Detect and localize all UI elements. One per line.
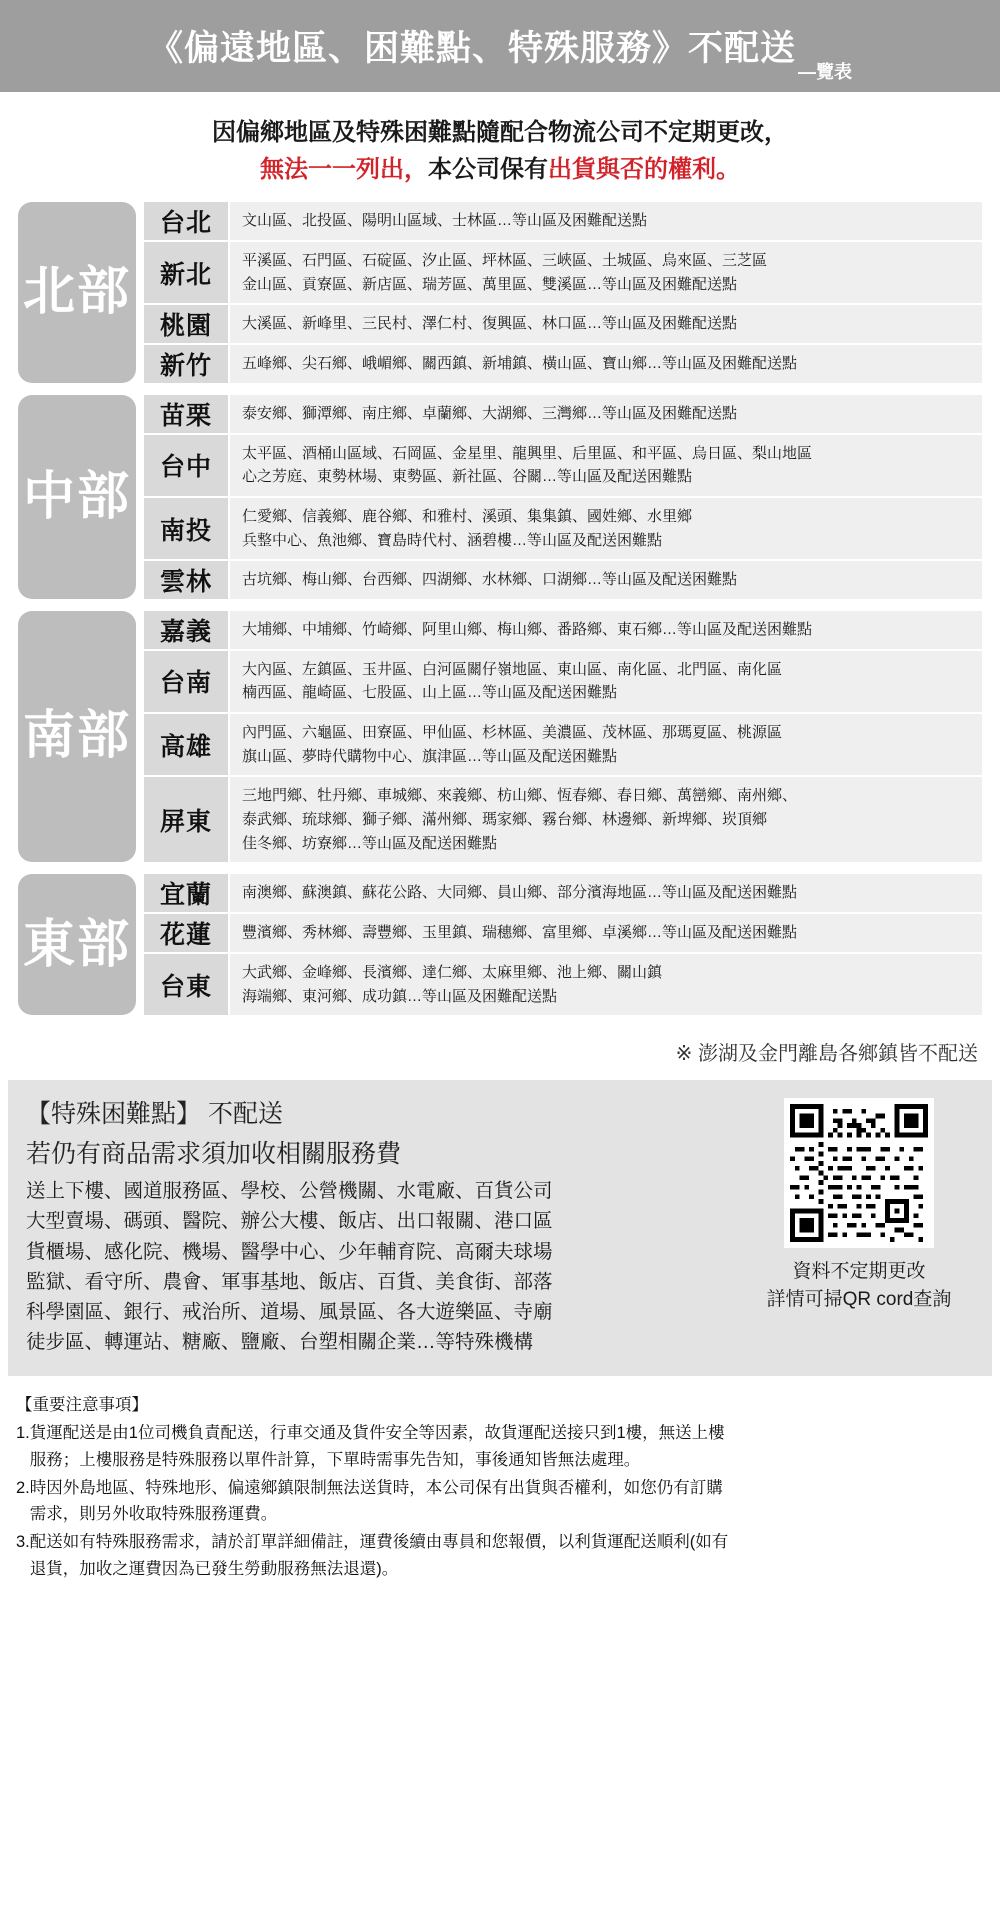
region-east-rows [144,874,982,1015]
list-item [16,1420,984,1473]
detail-newtaipei [230,242,982,303]
regions-table [0,202,1000,1015]
detail-yilan [230,874,982,912]
table-row [144,651,982,714]
table-row [144,914,982,954]
special-list-item: 徒步區、轉運站、糖廠、鹽廠、台塑相關企業…等特殊機構 [26,1331,534,1354]
notice-number: 2. [16,1478,30,1497]
detail-line: 海端鄉、東河鄉、成功鎮…等山區及困難配送點 [242,987,558,1005]
detail-line: 泰武鄉、琉球鄉、獅子鄉、滿州鄉、瑪家鄉、霧台鄉、林邊鄉、新埤鄉、崁頂鄉 [242,811,768,829]
notice-line: 服務；上樓服務是特殊服務以單件計算，下單時需事先告知，事後通知皆無法處理。 [29,1450,641,1469]
city-nantou: 南投 [144,498,230,559]
notice-text [30,1475,984,1528]
special-list [26,1176,744,1357]
special-title: 【特殊困難點】 不配送 [26,1100,283,1129]
city-yunlin: 雲林 [144,561,230,599]
city-yilan: 宜蘭 [144,874,230,912]
notice-line: 配送如有特殊服務需求，請於訂單詳細備註，運費後續由專員和您報價，以利貨運配送順利(如有 [29,1533,729,1552]
detail-line: 大內區、左鎮區、玉井區、白河區關仔嶺地區、東山區、南化區、北門區、南化區 [242,660,783,678]
notices-title: 【重要注意事項】 [16,1395,148,1414]
header-banner [0,0,1000,92]
table-row [144,561,982,599]
intro-line-2 [0,151,1000,188]
special-list-item: 貨櫃場、感化院、機場、醫學中心、少年輔育院、高爾夫球場 [26,1240,553,1263]
detail-line: 心之芳庭、東勢林場、東勢區、新社區、谷關…等山區及配送困難點 [242,468,693,486]
city-newtaipei: 新北 [144,242,230,303]
intro-highlight-1: 無法一一列出， [260,156,428,184]
city-chiayi: 嘉義 [144,611,230,649]
city-taitung: 台東 [144,954,230,1015]
region-label-north-c1: 北部 [22,263,131,322]
detail-line: 五峰鄉、尖石鄉、峨嵋鄉、關西鎮、新埔鎮、橫山區、寶山鄉…等山區及困難配送點 [242,355,798,373]
detail-tainan [230,651,982,712]
special-list-item: 送上下樓、國道服務區、學校、公營機關、水電廠、百貨公司 [26,1180,553,1203]
detail-line: 太平區、酒桶山區域、石岡區、金星里、龍興里、后里區、和平區、烏日區、梨山地區 [242,444,813,462]
island-note: ※ 澎湖及金門離島各鄉鎮皆不配送 [675,1043,978,1066]
special-subtitle: 若仍有商品需求須加收相關服務費 [26,1140,402,1169]
special-list-item: 監獄、看守所、農會、軍事基地、飯店、百貨、美食街、部落 [26,1270,553,1293]
city-kaohsiung: 高雄 [144,714,230,775]
table-row [144,874,982,914]
region-central-rows [144,395,982,599]
detail-line: 豐濱鄉、秀林鄉、壽豐鄉、玉里鎮、瑞穗鄉、富里鄉、卓溪鄉…等山區及配送困難點 [242,924,798,942]
table-row [144,714,982,777]
banner-subtitle: —覽表 [798,62,852,82]
region-label-south-c1: 南部 [22,707,131,766]
table-row [144,954,982,1015]
region-south-rows [144,611,982,863]
detail-taoyuan [230,305,982,343]
detail-line: 古坑鄉、梅山鄉、台西鄉、四湖鄉、水林鄉、口湖鄉…等山區及配送困難點 [242,571,738,589]
list-item [16,1529,984,1582]
detail-line: 仁愛鄉、信義鄉、鹿谷鄉、和雅村、溪頭、集集鎮、國姓鄉、水里鄉 [242,507,693,525]
table-row [144,611,982,651]
region-label-south [18,611,136,863]
qr-caption [767,1258,952,1313]
notice-number: 1. [16,1424,30,1443]
detail-line: 三地門鄉、牡丹鄉、車城鄉、來義鄉、枋山鄉、恆春鄉、春日鄉、萬巒鄉、南州鄉、 [242,787,798,805]
detail-taichung [230,435,982,496]
table-row [144,777,982,862]
detail-chiayi [230,611,982,649]
table-row [144,242,982,305]
table-row [144,498,982,561]
special-difficult-points-block [8,1080,992,1375]
intro-line-1: 因偏鄉地區及特殊困難點隨配合物流公司不定期更改， [212,119,788,146]
detail-line: 文山區、北投區、陽明山區域、士林區…等山區及困難配送點 [242,212,648,230]
region-label-east-c1: 東部 [22,915,131,974]
city-hualien: 花蓮 [144,914,230,952]
region-label-north [18,202,136,382]
table-row [144,345,982,383]
detail-line: 大埔鄉、中埔鄉、竹崎鄉、阿里山鄉、梅山鄉、番路鄉、東石鄉…等山區及配送困難點 [242,620,813,638]
region-east [18,874,982,1015]
notice-line: 需求，則另外收取特殊服務運費。 [29,1505,278,1524]
detail-line: 楠西區、龍崎區、七股區、山上區…等山區及配送困難點 [242,684,618,702]
city-hsinchu: 新竹 [144,345,230,383]
notice-line: 貨運配送是由1位司機負責配送，行車交通及貨件安全等因素，故貨運配送接只到1樓，無送上樓 [29,1424,725,1443]
city-tainan: 台南 [144,651,230,712]
list-item [16,1475,984,1528]
banner-title: 《偏遠地區、困難點、特殊服務》不配送 [147,29,796,68]
detail-pingtung [230,777,982,862]
detail-kaohsiung [230,714,982,775]
city-taichung: 台中 [144,435,230,496]
detail-line: 內門區、六龜區、田寮區、甲仙區、杉林區、美濃區、茂林區、那瑪夏區、桃源區 [242,724,783,741]
table-row [144,202,982,242]
detail-line: 佳冬鄉、坊寮鄉…等山區及配送困難點 [242,834,498,852]
detail-line: 兵整中心、魚池鄉、寶島時代村、涵碧樓…等山區及配送困難點 [242,531,663,549]
city-pingtung: 屏東 [144,777,230,862]
table-row [144,435,982,498]
region-central [18,395,982,599]
region-label-central [18,395,136,599]
detail-miaoli [230,395,982,433]
special-list-item: 大型賣場、碼頭、醫院、辦公大樓、飯店、出口報關、港口區 [26,1210,553,1233]
intro-plain-1: 本公司保有 [428,156,548,184]
region-label-east [18,874,136,1015]
notice-text [30,1529,984,1582]
table-row [144,395,982,435]
notice-line: 時因外島地區、特殊地形、偏遠鄉鎮限制無法送貨時，本公司保有出貨與否權利，如您仍有訂購 [29,1478,723,1497]
detail-yunlin [230,561,982,599]
detail-nantou [230,498,982,559]
intro-block [0,92,1000,202]
notice-number: 3. [16,1533,30,1552]
special-list-item: 科學園區、銀行、戒治所、道場、風景區、各大遊樂區、寺廟 [26,1301,553,1324]
detail-line: 大溪區、新峰里、三民村、澤仁村、復興區、林口區…等山區及困難配送點 [242,315,738,333]
detail-line: 泰安鄉、獅潭鄉、南庄鄉、卓蘭鄉、大湖鄉、三灣鄉…等山區及困難配送點 [242,404,738,422]
detail-taipei [230,202,982,240]
detail-taitung [230,954,982,1015]
important-notices [0,1376,1000,1604]
city-taipei: 台北 [144,202,230,240]
special-right [744,1094,974,1357]
detail-line: 旗山區、夢時代購物中心、旗津區…等山區及配送困難點 [242,747,618,765]
qr-caption-line-2: 詳情可掃QR cord查詢 [766,1288,952,1310]
detail-hsinchu [230,345,982,383]
region-north-rows [144,202,982,382]
intro-highlight-2: 出貨與否的權利。 [548,156,740,184]
region-label-central-c1: 中部 [22,467,131,526]
city-miaoli: 苗栗 [144,395,230,433]
qr-code-icon [784,1098,934,1248]
qr-caption-line-1: 資料不定期更改 [792,1261,926,1283]
city-taoyuan: 桃園 [144,305,230,343]
detail-line: 大武鄉、金峰鄉、長濱鄉、達仁鄉、太麻里鄉、池上鄉、關山鎮 [242,963,663,981]
detail-line: 平溪區、石門區、石碇區、汐止區、坪林區、三峽區、土城區、烏來區、三芝區 [242,252,768,270]
special-left [26,1094,744,1357]
detail-hualien [230,914,982,952]
notice-line: 退貨，加收之運費因為已發生勞動服務無法退還)。 [29,1559,399,1578]
region-south [18,611,982,863]
detail-line: 金山區、貢寮區、新店區、瑞芳區、萬里區、雙溪區…等山區及困難配送點 [242,275,738,293]
notice-text [30,1420,984,1473]
detail-line: 南澳鄉、蘇澳鎮、蘇花公路、大同鄉、員山鄉、部分濱海地區…等山區及配送困難點 [242,884,798,902]
table-row [144,305,982,345]
region-north [18,202,982,382]
